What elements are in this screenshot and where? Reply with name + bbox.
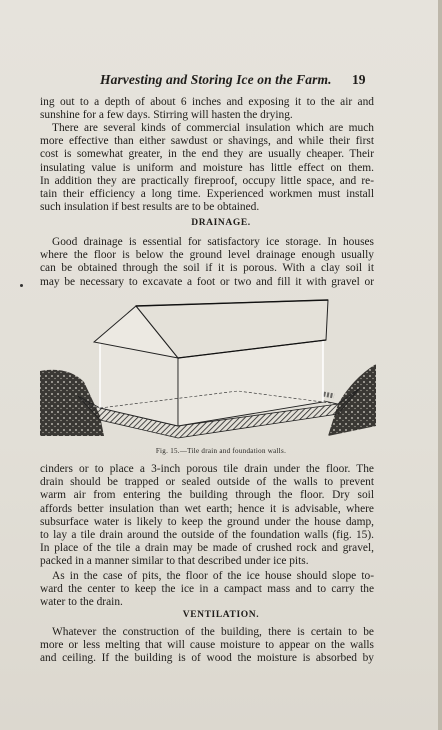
paragraph-2 (40, 122, 374, 214)
text-line: such insulation if best results are to be obtained. (40, 201, 260, 214)
section-heading-ventilation: VENTILATION. (182, 610, 260, 620)
text-line: ward the center to keep the ice in a campact mass and to carry the (40, 583, 374, 596)
ground-left (40, 370, 104, 436)
text-line: In place of the tile a drain may be made of crushed rock and gravel, (40, 542, 374, 555)
text-line: Whatever the construction of the building, there is certain to be (52, 626, 374, 638)
text-line: warm air from entering the building through the floor. Dry soil (40, 489, 374, 502)
text-line: can be obtained through the soil if it is porous. With a clay soil it (40, 262, 374, 275)
text-line: cost is somewhat greater, in the end they are usually cheaper. Their (40, 148, 374, 161)
paragraph-6 (40, 626, 374, 666)
text-line: water to the drain. (40, 596, 123, 609)
figure-ice-house-drain (38, 296, 378, 446)
text-line: ing out to a depth of about 6 inches and exposing it to the air and (40, 96, 374, 108)
ground-right (328, 364, 376, 436)
page-header (0, 72, 442, 92)
text-line: tain their efficiency a long time. Experienced workmen must install (40, 188, 374, 201)
text-line: subsurface water is likely to keep the ground under the house damp, (40, 515, 374, 528)
text-line: As in the case of pits, the floor of the ice house should slope to- (52, 570, 374, 582)
text-line: and ceiling. If the building is of wood the moisture is absorbed by (40, 652, 374, 665)
page-number: 19 (352, 72, 366, 87)
text-line: sunshine for a few days. Stirring will hasten the drying. (40, 109, 293, 122)
text-line: more effective than either sawdust or shavings, and while their first (40, 135, 374, 148)
text-line: to lay a tile drain around the outside of the foundation walls (fig. 15). (40, 529, 374, 542)
paragraph-5 (40, 570, 374, 610)
text-line: more or less melting that will cause moisture to appear on the walls (40, 639, 374, 652)
paragraph-1 (40, 96, 374, 122)
stray-mark (20, 284, 23, 287)
text-line: cinders or to place a 3-inch porous tile drain under the floor. The (40, 463, 374, 475)
text-line: In addition they are practically fireproof, occupy little space, and re- (40, 174, 374, 187)
figure-caption: Fig. 15.—Tile drain and foundation walls. (155, 447, 287, 455)
page-edge (438, 0, 442, 730)
paragraph-3 (40, 236, 374, 289)
text-line: affords better insulation than wet earth; hence it is advisable, where (40, 502, 374, 515)
text-line: where the floor is below the ground level drainage enough usually (40, 249, 374, 262)
text-line: packed in a manner similar to that described under ice pits. (40, 555, 309, 568)
text-line: Good drainage is essential for satisfactory ice storage. In houses (52, 236, 374, 248)
paragraph-4 (40, 463, 374, 569)
text-line: drain should be trapped or sealed outside of the walls to prevent (40, 476, 374, 489)
section-heading-drainage: DRAINAGE. (191, 218, 251, 228)
text-line: may be necessary to excavate a foot or two and fill it with gravel or (40, 275, 374, 288)
text-line: insulating value is uniform and moisture has little effect on them. (40, 161, 374, 174)
text-line: There are several kinds of commercial insulation which are much (52, 122, 374, 134)
running-title: Harvesting and Storing Ice on the Farm. (100, 72, 332, 87)
